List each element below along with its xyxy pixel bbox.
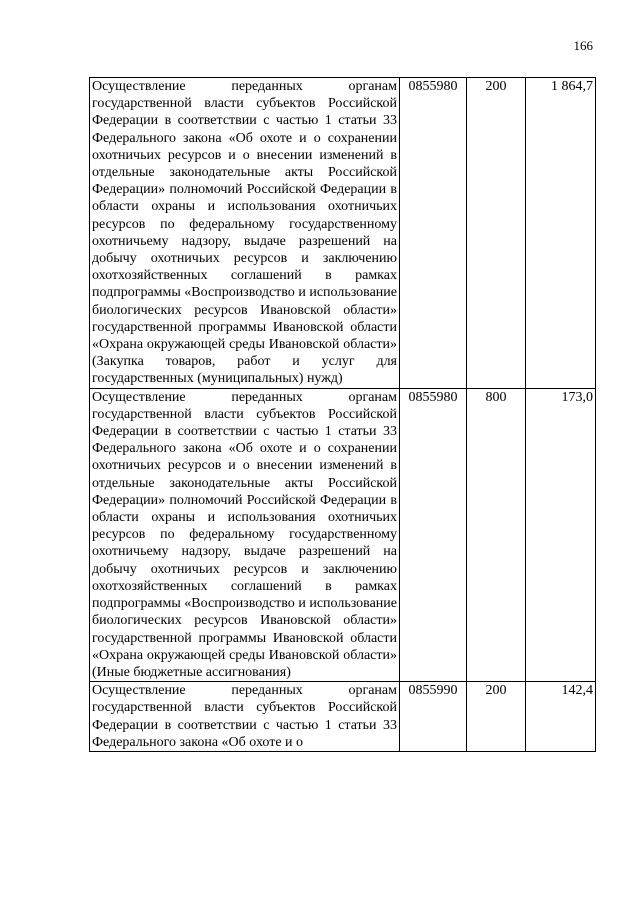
row-expense-type: 200	[467, 78, 526, 389]
row-amount: 173,0	[526, 388, 596, 681]
page-number: 166	[573, 38, 593, 53]
table-row	[90, 388, 596, 681]
table-row	[90, 78, 596, 389]
row-amount: 142,4	[526, 682, 596, 752]
budget-table	[89, 77, 596, 752]
row-amount: 1 864,7	[526, 78, 596, 389]
row-description: Осуществление переданных органам государственной власти субъектов Российской Федерации в соответствии с частью 1 статьи 33 Федерального закона «Об охоте и о	[90, 682, 400, 752]
row-expense-type: 200	[467, 682, 526, 752]
row-target-code: 0855990	[400, 682, 467, 752]
row-expense-type: 800	[467, 388, 526, 681]
table-row	[90, 682, 596, 752]
row-target-code: 0855980	[400, 78, 467, 389]
row-target-code: 0855980	[400, 388, 467, 681]
row-description: Осуществление переданных органам государственной власти субъектов Российской Федерации в соответствии с частью 1 статьи 33 Федерального закона «Об охоте и о сохранении охотничьих ресурсов и о внесении изменений в отдельные законодательные акты Российской Федерации» полномочий Российской Федерации в области охраны и использования охотничьих ресурсов по федеральному государственному охотничьему надзору, выдаче разрешений на добычу охотничьих ресурсов и заключению охотхозяйственных соглашений в рамках подпрограммы «Воспроизводство и использование биологических ресурсов Ивановской области» государственной программы Ивановской области «Охрана окружающей среды Ивановской области» (Иные бюджетные ассигнования)	[90, 388, 400, 681]
row-description: Осуществление переданных органам государственной власти субъектов Российской Федерации в соответствии с частью 1 статьи 33 Федерального закона «Об охоте и о сохранении охотничьих ресурсов и о внесении изменений в отдельные законодательные акты Российской Федерации» полномочий Российской Федерации в области охраны и использования охотничьих ресурсов по федеральному государственному охотничьему надзору, выдаче разрешений на добычу охотничьих ресурсов и заключению охотхозяйственных соглашений в рамках подпрограммы «Воспроизводство и использование биологических ресурсов Ивановской области» государственной программы Ивановской области «Охрана окружающей среды Ивановской области» (Закупка товаров, работ и услуг для государственных (муниципальных) нужд)	[90, 78, 400, 389]
